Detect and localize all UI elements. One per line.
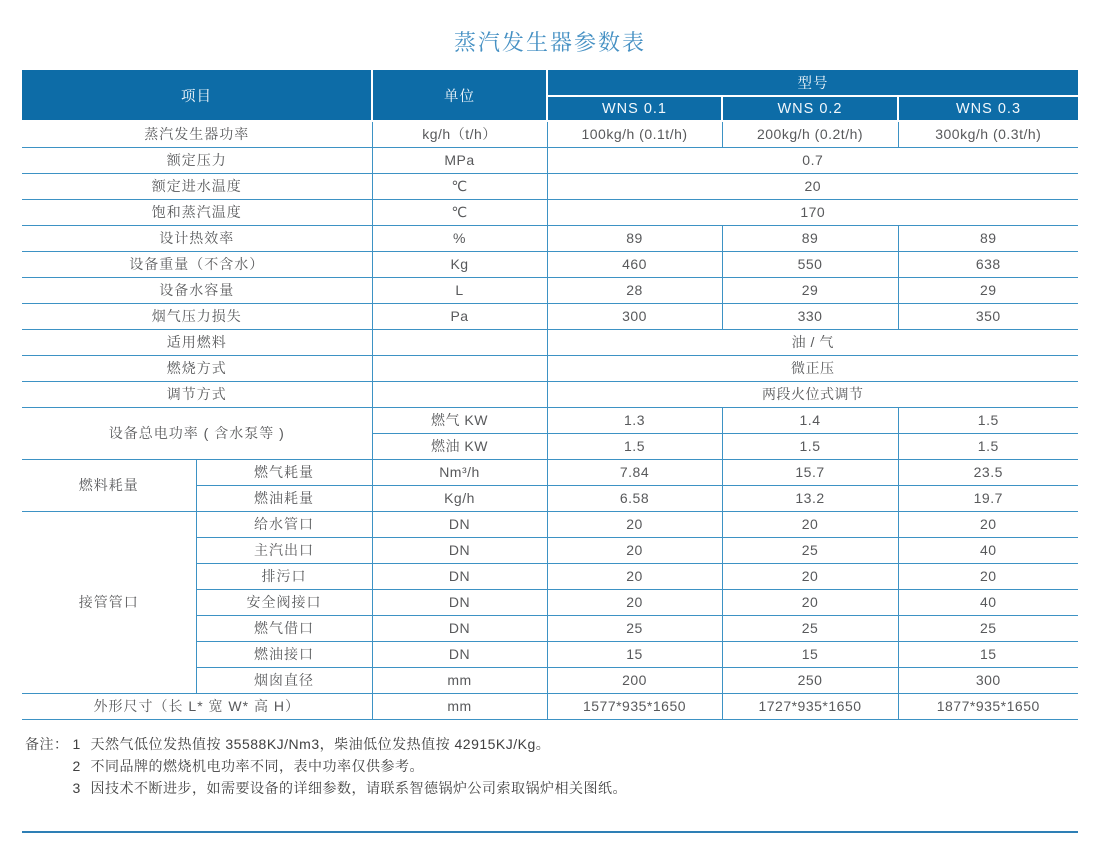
- value-cell: 40: [898, 537, 1078, 563]
- sub-item-cell: 燃油耗量: [196, 485, 372, 511]
- value-cell-merged: 20: [547, 173, 1078, 199]
- unit-cell: DN: [372, 511, 547, 537]
- value-cell: 89: [898, 225, 1078, 251]
- sub-item-cell: 排污口: [196, 563, 372, 589]
- value-cell: 25: [722, 615, 898, 641]
- unit-cell: 燃气 KW: [372, 407, 547, 433]
- param-label-cell: 设计热效率: [22, 225, 372, 251]
- note-number: 1: [72, 735, 81, 752]
- unit-cell: L: [372, 277, 547, 303]
- value-cell: 1.5: [547, 433, 722, 459]
- value-cell-merged: 0.7: [547, 147, 1078, 173]
- unit-cell: ℃: [372, 199, 547, 225]
- unit-cell: MPa: [372, 147, 547, 173]
- param-label-cell: 蒸汽发生器功率: [22, 121, 372, 147]
- value-cell: 200: [547, 667, 722, 693]
- note-text: 不同品牌的燃烧机电功率不同，表中功率仅供参考。: [90, 757, 424, 774]
- value-cell: 1.5: [898, 433, 1078, 459]
- notes-section: [22, 733, 1078, 799]
- header-item: 项目: [22, 70, 372, 121]
- param-group-label-cell: 设备总电功率 ( 含水泵等 ): [22, 407, 372, 459]
- page-title: 蒸汽发生器参数表: [453, 30, 646, 55]
- header-unit: 单位: [372, 70, 547, 121]
- value-cell: 20: [898, 563, 1078, 589]
- value-cell: 350: [898, 303, 1078, 329]
- value-cell: 15: [547, 641, 722, 667]
- value-cell: 6.58: [547, 485, 722, 511]
- parameters-table: [22, 70, 1078, 720]
- table-row: [22, 303, 1078, 329]
- value-cell: 1.3: [547, 407, 722, 433]
- value-cell: 20: [547, 537, 722, 563]
- value-cell-merged: 两段火位式调节: [547, 381, 1078, 407]
- value-cell: 300: [898, 667, 1078, 693]
- table-row: [22, 693, 1078, 719]
- note-number: 3: [72, 779, 81, 796]
- sub-item-cell: 燃气借口: [196, 615, 372, 641]
- unit-cell: mm: [372, 667, 547, 693]
- notes-label: 备注：: [25, 735, 69, 752]
- value-cell: 1.5: [898, 407, 1078, 433]
- header-model-wns03: WNS 0.3: [898, 96, 1078, 121]
- value-cell: 550: [722, 251, 898, 277]
- unit-cell: DN: [372, 563, 547, 589]
- table-row: [22, 355, 1078, 381]
- note-item: [69, 733, 628, 755]
- value-cell: 20: [547, 589, 722, 615]
- value-cell: 25: [722, 537, 898, 563]
- param-label-cell: 外形尺寸（长 L* 宽 W* 高 H）: [22, 693, 372, 719]
- value-cell: 19.7: [898, 485, 1078, 511]
- table-row: [22, 173, 1078, 199]
- param-label-cell: 燃烧方式: [22, 355, 372, 381]
- sub-item-cell: 燃油接口: [196, 641, 372, 667]
- value-cell: 20: [722, 589, 898, 615]
- sub-item-cell: 主汽出口: [196, 537, 372, 563]
- value-cell-merged: 微正压: [547, 355, 1078, 381]
- value-cell: 1577*935*1650: [547, 693, 722, 719]
- note-item: [69, 777, 628, 799]
- value-cell: 250: [722, 667, 898, 693]
- param-label-cell: 设备重量（不含水）: [22, 251, 372, 277]
- param-label-cell: 饱和蒸汽温度: [22, 199, 372, 225]
- value-cell: 20: [722, 511, 898, 537]
- value-cell: 15: [722, 641, 898, 667]
- value-cell: 100kg/h (0.1t/h): [547, 121, 722, 147]
- table-row: [22, 459, 1078, 485]
- value-cell: 29: [898, 277, 1078, 303]
- sub-item-cell: 安全阀接口: [196, 589, 372, 615]
- bottom-divider: [22, 831, 1078, 833]
- value-cell: 13.2: [722, 485, 898, 511]
- value-cell-merged: 油 / 气: [547, 329, 1078, 355]
- unit-cell: Nm³/h: [372, 459, 547, 485]
- unit-cell: DN: [372, 589, 547, 615]
- value-cell: 7.84: [547, 459, 722, 485]
- value-cell: 1.4: [722, 407, 898, 433]
- table-row: [22, 277, 1078, 303]
- unit-cell-empty: [372, 381, 547, 407]
- param-group-label-cell: 燃料耗量: [22, 459, 196, 511]
- unit-cell: DN: [372, 537, 547, 563]
- value-cell: 29: [722, 277, 898, 303]
- unit-cell: Kg/h: [372, 485, 547, 511]
- value-cell: 460: [547, 251, 722, 277]
- sub-item-cell: 烟囱直径: [196, 667, 372, 693]
- unit-cell: Pa: [372, 303, 547, 329]
- unit-cell: kg/h（t/h）: [372, 121, 547, 147]
- table-row: [22, 147, 1078, 173]
- value-cell: 1727*935*1650: [722, 693, 898, 719]
- unit-cell: %: [372, 225, 547, 251]
- value-cell: 28: [547, 277, 722, 303]
- value-cell: 25: [898, 615, 1078, 641]
- value-cell: 20: [547, 563, 722, 589]
- sub-item-cell: 燃气耗量: [196, 459, 372, 485]
- note-text: 因技术不断进步，如需要设备的详细参数，请联系智德锅炉公司索取锅炉相关图纸。: [90, 779, 627, 796]
- unit-cell-empty: [372, 355, 547, 381]
- value-cell: 20: [547, 511, 722, 537]
- value-cell: 15: [898, 641, 1078, 667]
- value-cell-merged: 170: [547, 199, 1078, 225]
- table-row: [22, 121, 1078, 147]
- value-cell: 20: [898, 511, 1078, 537]
- param-label-cell: 烟气压力损失: [22, 303, 372, 329]
- param-group-label-cell: 接管管口: [22, 511, 196, 693]
- value-cell: 15.7: [722, 459, 898, 485]
- table-row: [22, 511, 1078, 537]
- param-label-cell: 额定压力: [22, 147, 372, 173]
- note-number: 2: [72, 757, 81, 774]
- value-cell: 1.5: [722, 433, 898, 459]
- table-row: [22, 329, 1078, 355]
- table-row: [22, 251, 1078, 277]
- param-label-cell: 设备水容量: [22, 277, 372, 303]
- table-row: [22, 407, 1078, 433]
- unit-cell: DN: [372, 615, 547, 641]
- unit-cell: ℃: [372, 173, 547, 199]
- value-cell: 20: [722, 563, 898, 589]
- note-item: [69, 755, 628, 777]
- table-row: [22, 225, 1078, 251]
- table-row: [22, 381, 1078, 407]
- notes-list: [69, 733, 628, 799]
- value-cell: 300: [547, 303, 722, 329]
- value-cell: 200kg/h (0.2t/h): [722, 121, 898, 147]
- unit-cell: DN: [372, 641, 547, 667]
- unit-cell: Kg: [372, 251, 547, 277]
- header-model-wns01: WNS 0.1: [547, 96, 722, 121]
- value-cell: 25: [547, 615, 722, 641]
- header-model: 型号: [547, 70, 1078, 96]
- unit-cell: 燃油 KW: [372, 433, 547, 459]
- value-cell: 330: [722, 303, 898, 329]
- value-cell: 89: [547, 225, 722, 251]
- param-label-cell: 适用燃料: [22, 329, 372, 355]
- header-model-wns02: WNS 0.2: [722, 96, 898, 121]
- param-label-cell: 调节方式: [22, 381, 372, 407]
- sub-item-cell: 给水管口: [196, 511, 372, 537]
- unit-cell: mm: [372, 693, 547, 719]
- value-cell: 1877*935*1650: [898, 693, 1078, 719]
- value-cell: 40: [898, 589, 1078, 615]
- table-row: [22, 199, 1078, 225]
- note-text: 天然气低位发热值按 35588KJ/Nm3，柴油低位发热值按 42915KJ/Kg。: [90, 735, 551, 752]
- value-cell: 89: [722, 225, 898, 251]
- param-label-cell: 额定进水温度: [22, 173, 372, 199]
- value-cell: 300kg/h (0.3t/h): [898, 121, 1078, 147]
- value-cell: 23.5: [898, 459, 1078, 485]
- unit-cell-empty: [372, 329, 547, 355]
- value-cell: 638: [898, 251, 1078, 277]
